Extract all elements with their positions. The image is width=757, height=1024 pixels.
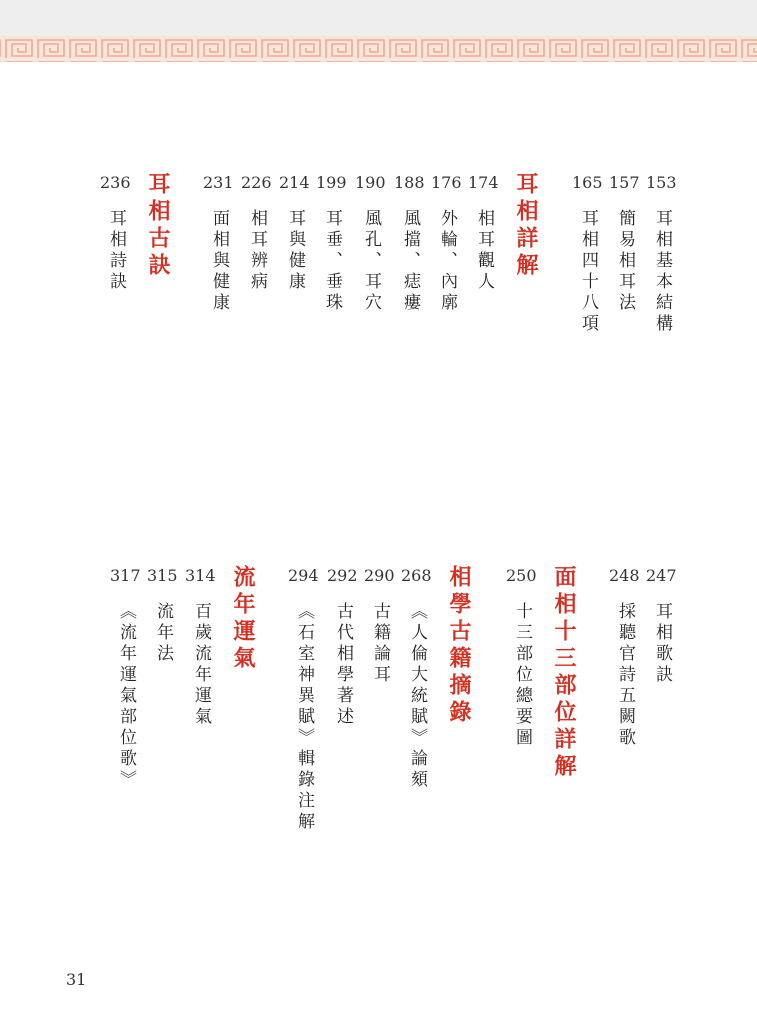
meander-pattern-icon bbox=[0, 36, 757, 62]
page-ref: 153 bbox=[646, 173, 677, 192]
page-ref: 294 bbox=[288, 566, 319, 585]
page-ref: 292 bbox=[327, 566, 358, 585]
page-ref: 248 bbox=[609, 566, 640, 585]
page-ref: 247 bbox=[646, 566, 677, 585]
top-margin-band bbox=[0, 0, 757, 36]
page-ref: 226 bbox=[241, 173, 272, 192]
toc-entry[interactable]: 《人倫大統賦》論頦 bbox=[407, 602, 427, 791]
page-ref: 176 bbox=[431, 173, 462, 192]
toc-entry[interactable]: 耳相詩訣 bbox=[106, 209, 126, 293]
page-ref: 174 bbox=[468, 173, 499, 192]
toc-entry[interactable]: 耳垂、垂珠 bbox=[322, 209, 342, 314]
toc-entry[interactable]: 流年法 bbox=[153, 602, 173, 665]
toc-entry[interactable]: 十三部位總要圖 bbox=[512, 602, 532, 749]
page-ref: 290 bbox=[364, 566, 395, 585]
section-heading: 流年運氣 bbox=[230, 565, 256, 673]
toc-entry[interactable]: 相耳辨病 bbox=[247, 209, 267, 293]
toc-entry[interactable]: 耳與健康 bbox=[285, 209, 305, 293]
page-ref: 165 bbox=[572, 173, 603, 192]
page-number: 31 bbox=[66, 970, 87, 989]
page-ref: 231 bbox=[203, 173, 234, 192]
toc-entry[interactable]: 風擋、痣瘻 bbox=[400, 209, 420, 314]
page-ref: 268 bbox=[401, 566, 432, 585]
toc-entry[interactable]: 簡易相耳法 bbox=[615, 209, 635, 314]
toc-entry[interactable]: 古代相學著述 bbox=[333, 602, 353, 728]
toc-entry[interactable]: 耳相四十八項 bbox=[578, 209, 598, 335]
page-ref: 315 bbox=[147, 566, 178, 585]
page-ref: 190 bbox=[355, 173, 386, 192]
page-ref: 317 bbox=[110, 566, 141, 585]
page-ref: 157 bbox=[609, 173, 640, 192]
section-heading: 耳相詳解 bbox=[513, 172, 539, 280]
toc-entry[interactable]: 《流年運氣部位歌》 bbox=[116, 602, 136, 791]
page-ref: 199 bbox=[316, 173, 347, 192]
section-heading: 相學古籍摘錄 bbox=[446, 565, 472, 727]
toc-entry[interactable]: 相耳觀人 bbox=[474, 209, 494, 293]
toc-entry[interactable]: 耳相基本結構 bbox=[652, 209, 672, 335]
page-ref: 236 bbox=[100, 173, 131, 192]
toc-entry[interactable]: 耳相歌訣 bbox=[652, 602, 672, 686]
toc-entry[interactable]: 外輪、內廓 bbox=[437, 209, 457, 314]
toc-entry[interactable]: 《石室神異賦》輯錄注解 bbox=[294, 602, 314, 833]
toc-entry[interactable]: 採聽官詩五闕歌 bbox=[615, 602, 635, 749]
page-ref: 188 bbox=[394, 173, 425, 192]
page-ref: 250 bbox=[506, 566, 537, 585]
toc-entry[interactable]: 面相與健康 bbox=[209, 209, 229, 314]
toc-entry[interactable]: 風孔、耳穴 bbox=[361, 209, 381, 314]
section-heading: 耳相古訣 bbox=[145, 172, 171, 280]
toc-entry[interactable]: 古籍論耳 bbox=[370, 602, 390, 686]
toc-entry[interactable]: 百歲流年運氣 bbox=[191, 602, 211, 728]
page-ref: 314 bbox=[185, 566, 216, 585]
section-heading: 面相十三部位詳解 bbox=[551, 565, 577, 781]
page-ref: 214 bbox=[279, 173, 310, 192]
decorative-border bbox=[0, 36, 757, 62]
